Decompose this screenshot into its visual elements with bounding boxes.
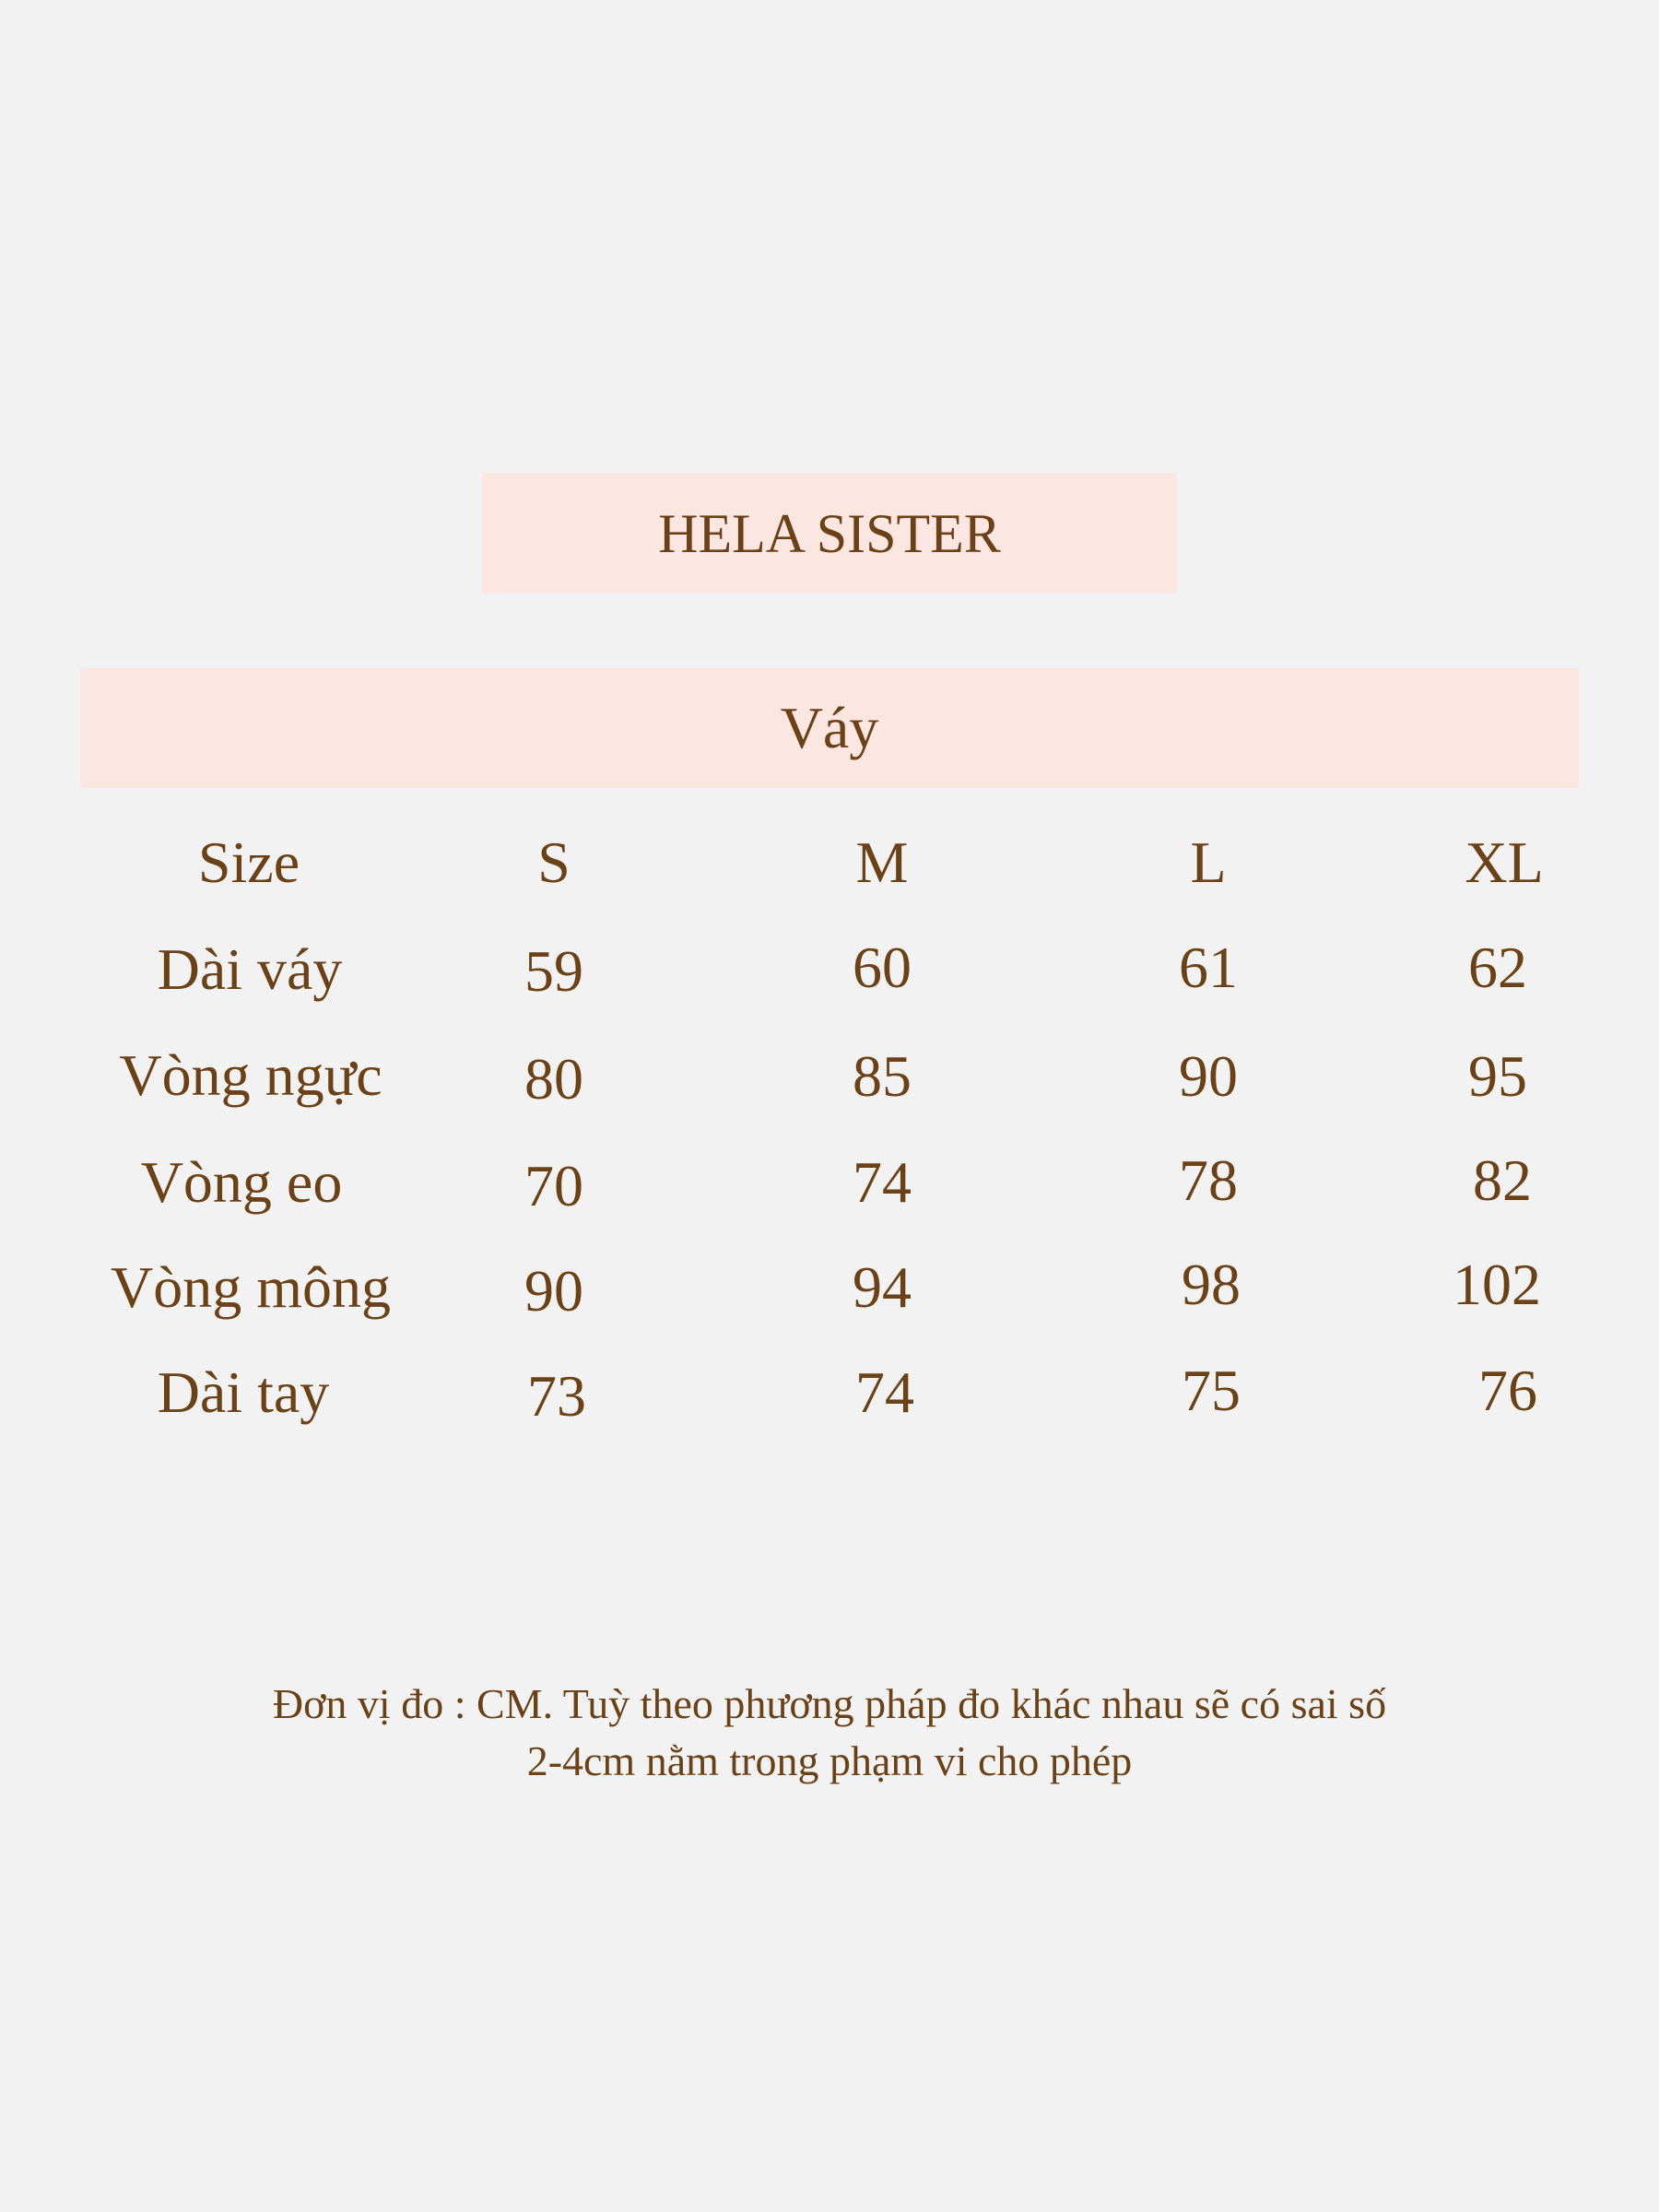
table-cell: 60 [853, 935, 912, 1000]
table-cell: 94 [853, 1254, 912, 1320]
table-cell: 82 [1473, 1147, 1532, 1213]
table-cell: 74 [855, 1359, 914, 1425]
row-label-dai-tay: Dài tay [157, 1359, 330, 1425]
table-cell: 90 [524, 1258, 583, 1324]
table-cell: 76 [1478, 1358, 1537, 1423]
row-label-vong-mong: Vòng mông [111, 1254, 391, 1320]
table-cell: 102 [1453, 1252, 1541, 1317]
table-cell: 74 [853, 1149, 912, 1215]
measurement-note-line-2: 2-4cm nằm trong phạm vi cho phép [526, 1737, 1133, 1784]
table-cell: 85 [853, 1043, 912, 1109]
table-cell: 62 [1468, 935, 1527, 1000]
header-size-xl: XL [1465, 830, 1544, 895]
row-label-vong-eo: Vòng eo [140, 1149, 343, 1215]
brand-title: HELA SISTER [658, 502, 1001, 564]
table-cell: 61 [1179, 935, 1238, 1000]
table-cell: 78 [1179, 1147, 1238, 1213]
header-size-l: L [1190, 830, 1227, 895]
table-cell: 70 [524, 1153, 583, 1218]
header-size-s: S [537, 830, 571, 895]
table-cell: 90 [1179, 1043, 1238, 1109]
table-cell: 80 [524, 1046, 583, 1112]
measurement-note-line-1: Đơn vị đo : CM. Tuỳ theo phương pháp đo khác nhau sẽ có sai số [272, 1680, 1387, 1727]
row-label-vong-nguc: Vòng ngực [119, 1042, 382, 1108]
table-cell: 98 [1182, 1252, 1241, 1317]
header-size-m: M [855, 830, 909, 895]
table-cell: 59 [524, 938, 583, 1004]
table-cell: 73 [527, 1363, 586, 1429]
category-title: Váy [780, 695, 879, 760]
header-size-label: Size [197, 830, 300, 895]
table-cell: 95 [1468, 1043, 1527, 1109]
row-label-dai-vay: Dài váy [157, 936, 343, 1002]
table-cell: 75 [1182, 1358, 1241, 1423]
